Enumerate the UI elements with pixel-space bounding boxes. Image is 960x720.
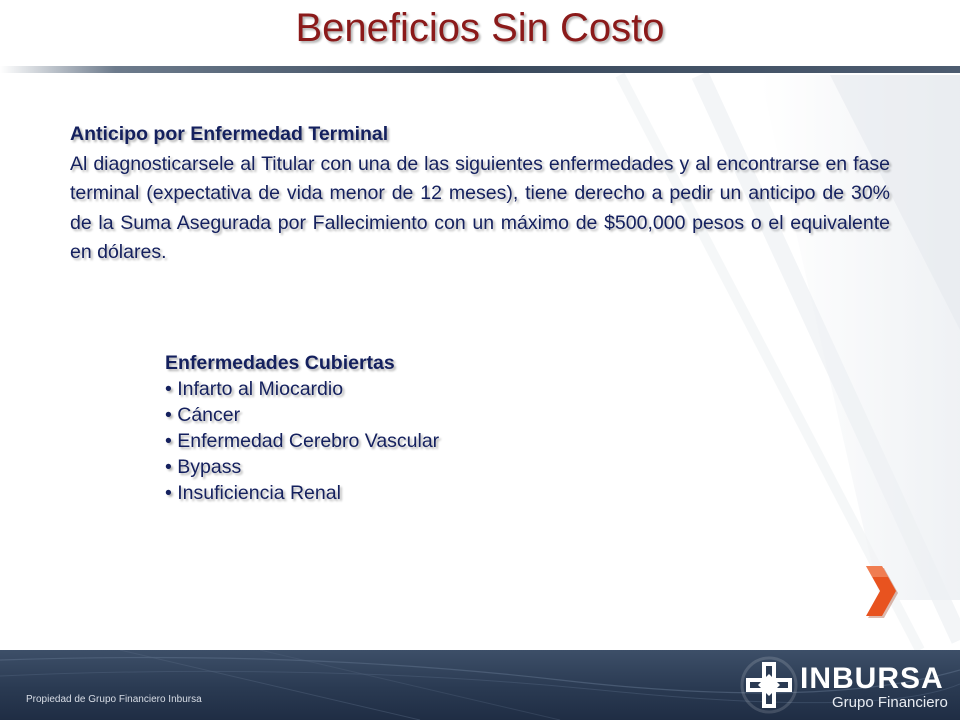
list-item: • Cáncer [165, 404, 241, 426]
footer-property-text: Propiedad de Grupo Financiero Inbursa [26, 694, 202, 705]
logo-wordmark: INBURSA [800, 662, 944, 695]
logo-subtitle: Grupo Financiero [832, 694, 948, 711]
list-item: • Enfermedad Cerebro Vascular [165, 430, 440, 452]
intro-body: Al diagnosticarsele al Titular con una de las siguientes enfermedades y al encontrarse en fase terminal (expectativa de vida menor de 12 meses), tiene derecho a pedir un anticipo de 30% de la Suma Asegurada por Fallecimiento con un máximo de $500,000 pesos o el equivalente en dólares. [70, 152, 890, 263]
list-item: • Insuficiencia Renal [165, 482, 341, 504]
list-item: • Bypass [165, 456, 242, 478]
covered-diseases-list [165, 350, 585, 506]
title-divider [0, 66, 960, 73]
intro-heading: Anticipo por Enfermedad Terminal [70, 123, 389, 145]
list-item: • Infarto al Miocardio [165, 378, 344, 400]
diseases-heading: Enfermedades Cubiertas [165, 352, 395, 374]
inbursa-logo-icon [740, 656, 798, 714]
intro-section [70, 120, 890, 268]
next-arrow-icon[interactable] [862, 562, 898, 620]
footer-bar [0, 650, 960, 720]
slide-title: Beneficios Sin Costo [295, 6, 665, 50]
